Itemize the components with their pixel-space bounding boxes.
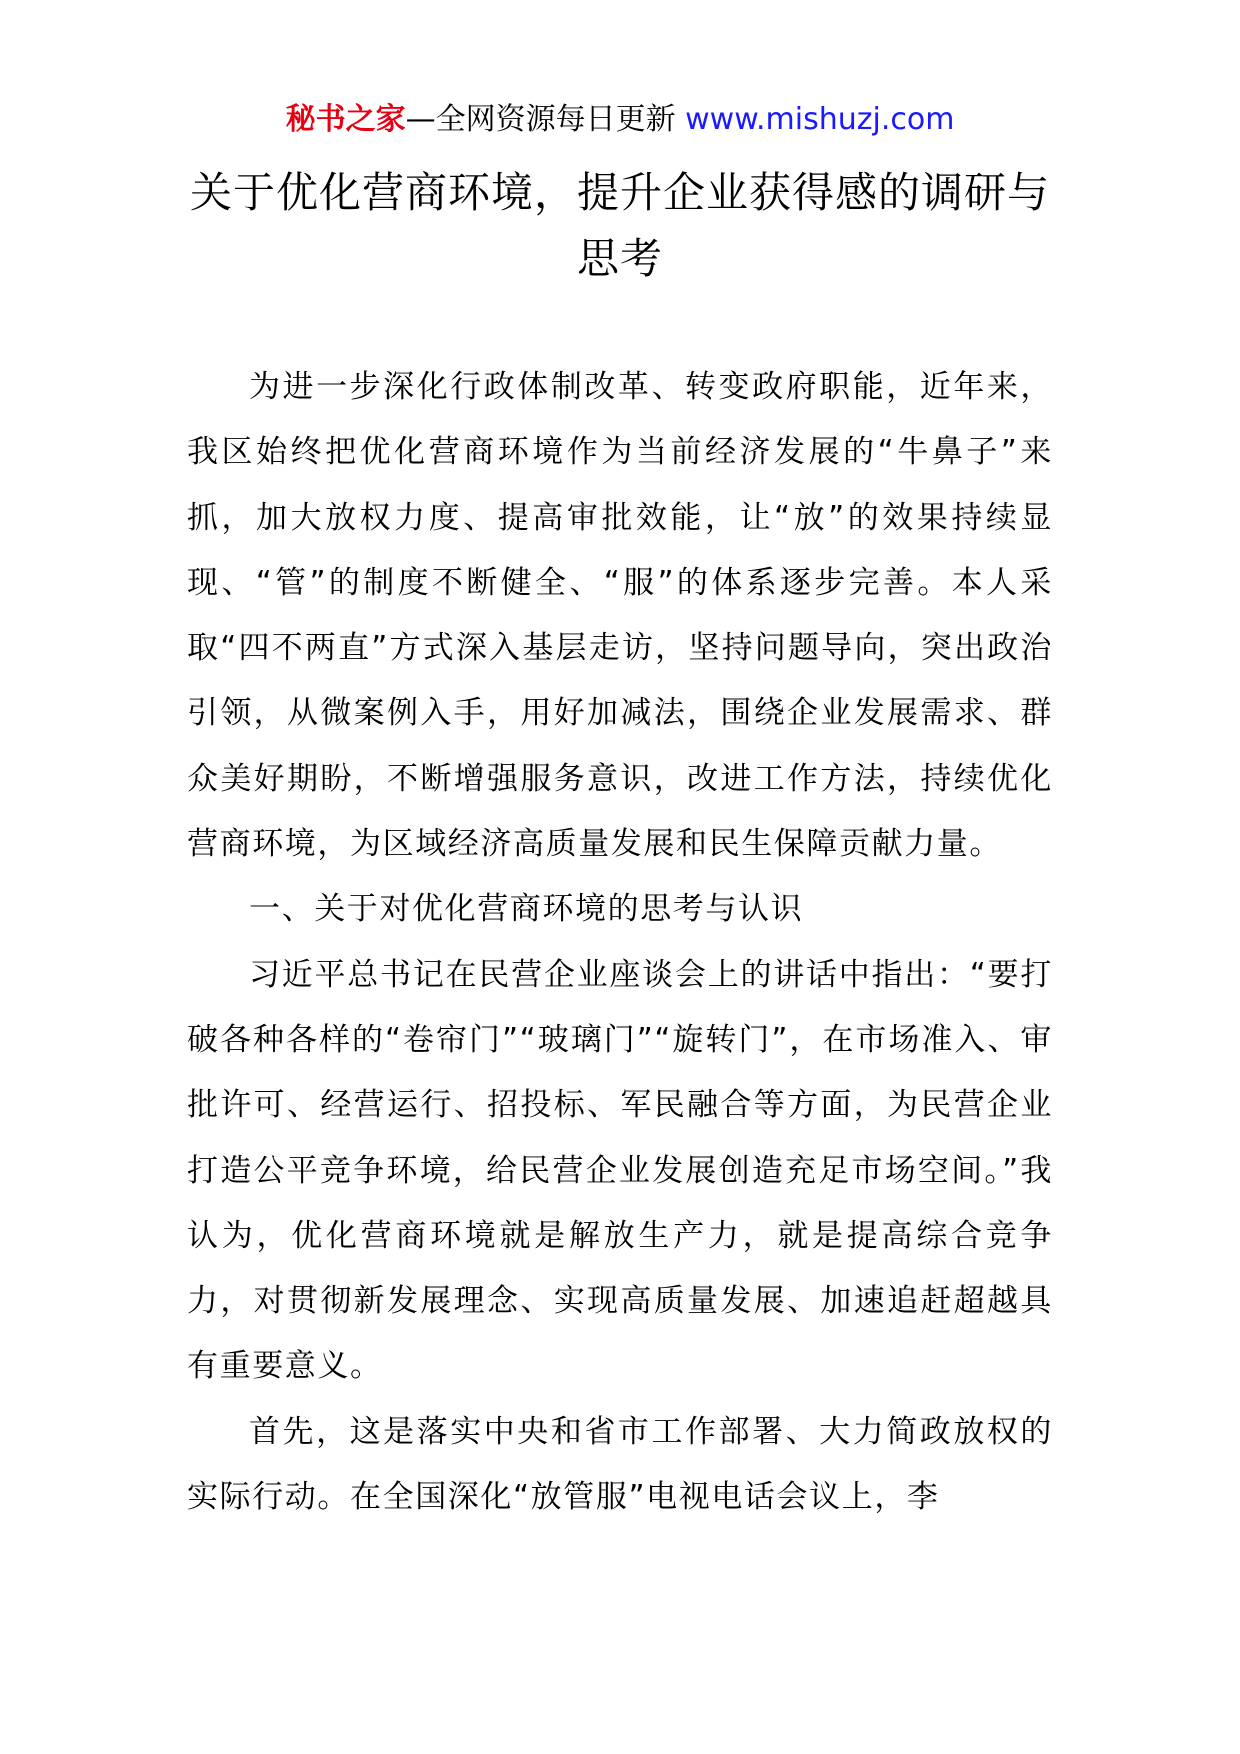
first-point-paragraph: 首先，这是落实中央和省市工作部署、大力简政放权的实际行动。在全国深化“放管服”电视电话会议上，李: [187, 1413, 1053, 1516]
site-url-link[interactable]: www.mishuzj.com: [685, 102, 955, 137]
site-tagline: —全网资源每日更新: [405, 102, 686, 137]
document-title: 关于优化营商环境，提升企业获得感的调研与思考: [189, 168, 1050, 283]
document-body: [187, 355, 1053, 1530]
site-header: [0, 100, 1240, 140]
site-brand: 秘书之家: [285, 102, 406, 137]
section-heading: 一、关于对优化营商环境的思考与认识: [249, 891, 804, 928]
quote-paragraph: 习近平总书记在民营企业座谈会上的讲话中指出：“要打破各种各样的“卷帘门”“玻璃门”“旋转门”，在市场准入、审批许可、经营运行、招投标、军民融合等方面，为民营企业打造公平竞争环境，给民营企业发展创造充足市场空间。”我认为，优化营商环境就是解放生产力，就是提高综合竞争力，对贯彻新发展理念、实现高质量发展、加速追赶超越具有重要意义。: [187, 956, 1053, 1385]
intro-paragraph: 为进一步深化行政体制改革、转变政府职能，近年来，我区始终把优化营商环境作为当前经济发展的“牛鼻子”来抓，加大放权力度、提高审批效能，让“放”的效果持续显现、“管”的制度不断健全、“服”的体系逐步完善。本人采取“四不两直”方式深入基层走访，坚持问题导向，突出政治引领，从微案例入手，用好加减法，围绕企业发展需求、群众美好期盼，不断增强服务意识，改进工作方法，持续优化营商环境，为区域经济高质量发展和民生保障贡献力量。: [187, 369, 1053, 863]
